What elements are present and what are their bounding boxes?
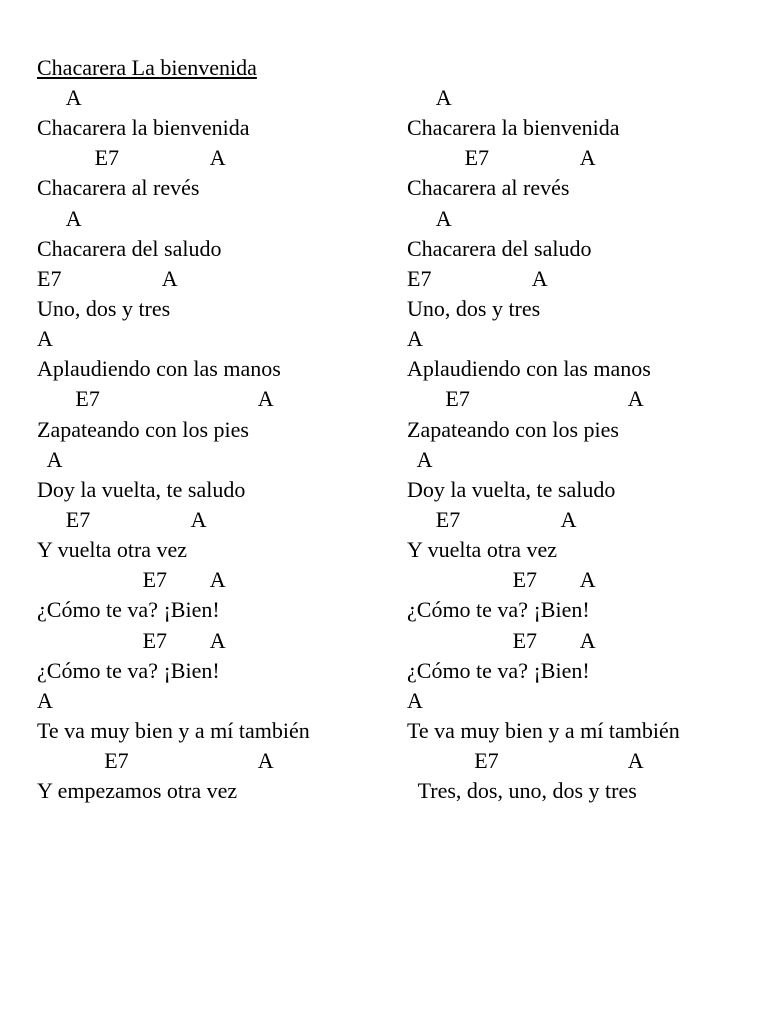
chord: A [435, 85, 452, 110]
lyric-line: ¿Cómo te va? ¡Bien! [407, 597, 590, 623]
lyric-line: ¿Cómo te va? ¡Bien! [37, 657, 220, 683]
chord: E7 [464, 145, 490, 171]
lyric-line: Uno, dos y tres [37, 295, 171, 321]
lyric-line: Chacarera la bienvenida [37, 115, 250, 141]
chord: E7 [445, 386, 470, 412]
chord-line [37, 143, 397, 173]
left-column [37, 83, 397, 806]
chord: A [407, 687, 423, 713]
chord: E7 [142, 567, 168, 593]
chord: A [531, 265, 548, 291]
chord-line [37, 626, 397, 656]
lyric-line: Tres, dos, uno, dos y tres [407, 778, 637, 804]
chord-line [407, 324, 767, 354]
lyric-line: Y vuelta otra vez [407, 537, 558, 563]
chord: A [37, 687, 53, 713]
lyric-line: Uno, dos y tres [407, 295, 541, 321]
chord: A [65, 205, 82, 231]
chord-line [407, 204, 767, 234]
chord: A [407, 326, 423, 352]
lyric-line: Chacarera del saludo [37, 235, 222, 261]
lyric-line: Y vuelta otra vez [37, 537, 188, 563]
chord-line [407, 264, 767, 294]
chord-line [407, 746, 767, 776]
chord: A [560, 506, 577, 532]
chord: A [579, 627, 596, 653]
lyric-line: ¿Cómo te va? ¡Bien! [407, 657, 590, 683]
chord: A [161, 265, 178, 291]
chord-line [37, 505, 397, 535]
chord: E7 [474, 748, 499, 774]
lyric-line: Doy la vuelta, te saludo [407, 476, 616, 502]
chord: A [579, 145, 596, 171]
chord: A [37, 326, 53, 352]
chord: A [209, 627, 226, 653]
lyric-line: Aplaudiendo con las manos [37, 356, 281, 382]
chord: E7 [142, 627, 168, 653]
lyric-line: Zapateando con los pies [407, 416, 619, 442]
lyric-line: Doy la vuelta, te saludo [37, 476, 246, 502]
right-column [407, 83, 767, 806]
chord: A [46, 446, 63, 472]
chord-line [37, 565, 397, 595]
chord: A [209, 567, 226, 593]
lyric-line: Chacarera al revés [37, 175, 200, 201]
chord-line [407, 83, 767, 113]
chord-line [37, 264, 397, 294]
lyric-line: Chacarera del saludo [407, 235, 592, 261]
chord-line [37, 686, 397, 716]
chord-line [37, 384, 397, 414]
chord: A [435, 205, 452, 231]
chord-line [37, 746, 397, 776]
chord: E7 [104, 748, 129, 774]
chord-line [407, 384, 767, 414]
lyric-line: Te va muy bien y a mí también [407, 717, 680, 743]
lyric-line: Aplaudiendo con las manos [407, 356, 651, 382]
chord-line [37, 445, 397, 475]
chord: A [257, 386, 274, 412]
chord: E7 [65, 506, 91, 532]
chord: E7 [94, 145, 120, 171]
chord: A [627, 386, 644, 412]
chord: A [65, 85, 82, 110]
chord: A [257, 748, 274, 774]
lyric-line: Zapateando con los pies [37, 416, 249, 442]
chord-line [37, 324, 397, 354]
chord: A [209, 145, 226, 171]
chord: A [416, 446, 433, 472]
lyric-line: ¿Cómo te va? ¡Bien! [37, 597, 220, 623]
chord: A [579, 567, 596, 593]
chord-line [407, 505, 767, 535]
chord: E7 [435, 506, 461, 532]
lyric-line: Y empezamos otra vez [37, 778, 238, 804]
chord-line [407, 686, 767, 716]
chord: E7 [37, 265, 62, 291]
chord-line [37, 204, 397, 234]
chord-line [407, 626, 767, 656]
chord-line [407, 445, 767, 475]
lyric-line: Te va muy bien y a mí también [37, 717, 310, 743]
lyric-line: Chacarera la bienvenida [407, 115, 620, 141]
chord-line [407, 143, 767, 173]
song-title: Chacarera La bienvenida [37, 55, 257, 80]
chord-line [407, 565, 767, 595]
chord-line [37, 83, 397, 113]
chord: E7 [407, 265, 432, 291]
lyric-line: Chacarera al revés [407, 175, 570, 201]
chord: A [627, 748, 644, 774]
chord: E7 [512, 627, 538, 653]
chord: E7 [512, 567, 538, 593]
chord: E7 [75, 386, 100, 412]
chord: A [190, 506, 207, 532]
